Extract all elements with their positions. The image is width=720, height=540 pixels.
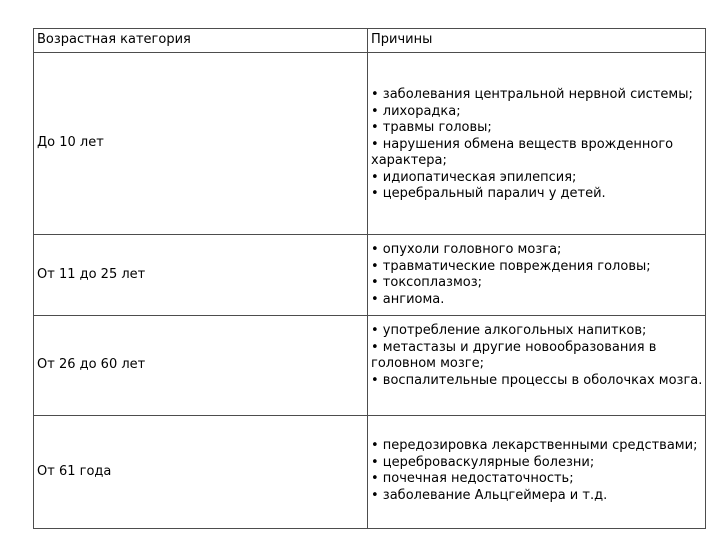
- reason-line: • травматические повреждения головы;: [371, 258, 651, 274]
- reason-line: • лихорадка;: [371, 103, 461, 119]
- reasons-cell: [368, 316, 706, 416]
- reason-line: • идиопатическая эпилепсия;: [371, 169, 577, 185]
- table-row: [34, 235, 706, 316]
- table-row: [34, 53, 706, 235]
- reason-line: • нарушения обмена веществ врожденного характера;: [371, 136, 674, 168]
- age-category-cell: До 10 лет: [34, 53, 368, 235]
- reason-line: • травмы головы;: [371, 120, 492, 135]
- reason-line: • заболевание Альцгеймера и т.д.: [371, 487, 608, 503]
- header-reasons: Причины: [368, 29, 706, 53]
- table-row: [34, 316, 706, 416]
- reason-line: • почечная недостаточность;: [371, 471, 574, 486]
- header-age-category: Возрастная категория: [34, 29, 368, 53]
- causes-by-age-table: [33, 28, 706, 529]
- reason-line: • ангиома.: [371, 291, 445, 307]
- reason-line: • токсоплазмоз;: [371, 275, 483, 290]
- reason-line: • цереброваскулярные болезни;: [371, 454, 595, 470]
- reasons-cell: [368, 53, 706, 235]
- table-header-row: [34, 29, 706, 53]
- reason-line: • заболевания центральной нервной системы;: [371, 87, 693, 102]
- age-category-cell: От 26 до 60 лет: [34, 316, 368, 416]
- table-row: [34, 416, 706, 529]
- age-category-cell: От 11 до 25 лет: [34, 235, 368, 316]
- reason-line: • воспалительные процессы в оболочках мозга.: [371, 372, 703, 388]
- reason-line: • метастазы и другие новообразования в головном мозге;: [371, 339, 657, 371]
- reason-line: • употребление алкогольных напитков;: [371, 323, 647, 338]
- reasons-cell: [368, 416, 706, 529]
- reason-line: • церебральный паралич у детей.: [371, 186, 606, 201]
- reasons-cell: [368, 235, 706, 316]
- reason-line: • опухоли головного мозга;: [371, 242, 562, 257]
- age-category-cell: От 61 года: [34, 416, 368, 529]
- reason-line: • передозировка лекарственными средствами;: [371, 438, 698, 453]
